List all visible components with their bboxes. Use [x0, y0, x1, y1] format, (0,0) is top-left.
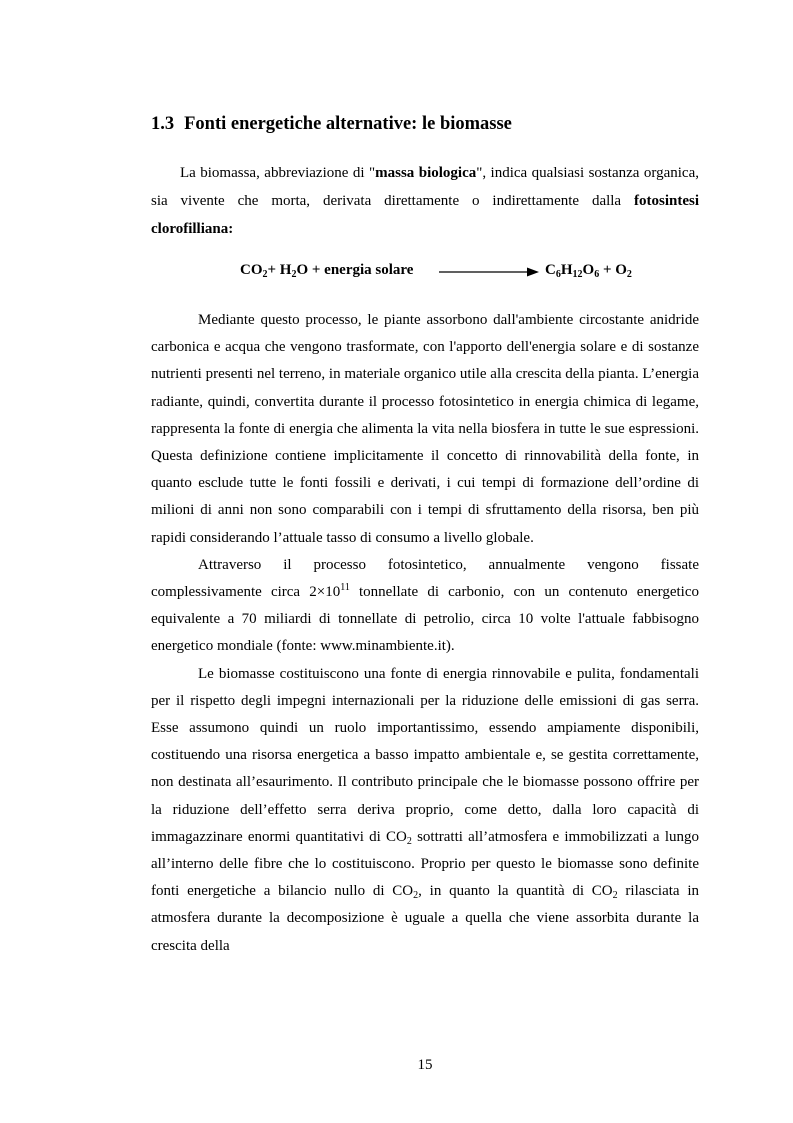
- intro-text-2: ", indica qualsiasi sostanza organica, sia vivente che morta, derivata direttamente o indirettamente dalla: [151, 165, 699, 209]
- section-title: Fonti energetiche alternative: le biomasse: [184, 114, 512, 134]
- body-text: [151, 307, 699, 960]
- page-number: 15: [417, 1057, 433, 1073]
- paragraph-carbon-fixation: Attraverso il processo fotosintetico, annualmente vengono fissate complessivamente circa $2\times 10^{11}$ tonnellate di carbonio, con un contenuto energetico equivalente a 70 miliardi di tonnellate di petrolio, circa 10 volte l'attuale fabbisogno energetico mondiale (fonte: www.minambiente.it).: [151, 556, 699, 655]
- equation-reactants: $CO_2+ H_2O$ + energia solare: [240, 262, 414, 280]
- section-heading: [151, 114, 512, 135]
- intro-text-1: La biomassa, abbreviazione di ": [180, 165, 376, 181]
- section-number: 1.3: [151, 114, 175, 134]
- paragraph-renewable: Le biomasse costituiscono una fonte di energia rinnovabile e pulita, fondamentali per il rispetto degli impegni internazionali per la riduzione delle emissioni di gas serra. Esse assumono quindi un ruolo importantissimo, essendo ampiamente disponibili, costituendo una risorsa energetica a basso impatto ambientale e, se gestita correttamente, non destinata all’esaurimento. Il contributo principale che le biomasse possono offrire per la riduzione dell’effetto serra deriva proprio, come detto, dalla loro capacità di immagazzinare enormi quantitativi di $CO_2$ sottratti all’atmosfera e immobilizzati a lungo all’interno delle fibre che lo costituiscono. Proprio per questo le biomasse sono definite fonti energetiche a bilancio nullo di $CO_2$, in quanto la quantità di $CO_2$ rilasciata in atmosfera durante la decomposizione è uguale a quella che viene assorbita durante la crescita della: [151, 665, 699, 954]
- document-page: [151, 0, 699, 1123]
- reaction-arrow-icon: [439, 266, 539, 278]
- intro-bold-term: massa biologica: [375, 165, 477, 181]
- intro-bold-term-2: fotosintesi clorofilliana:: [151, 193, 699, 237]
- equation-products: $C_6H_{12}O_6 + O_2$: [545, 262, 632, 280]
- paragraph-process: Mediante questo processo, le piante assorbono dall'ambiente circostante anidride carbonica e acqua che vengono trasformate, con l'apporto dell'energia solare e di sostanze nutrienti presenti nel terreno, in materiale organico utile alla crescita della pianta. L’energia radiante, quindi, convertita durante il processo fotosintetico in energia chimica di legame, rappresenta la fonte di energia che alimenta la vita nella biosfera in tutte le sue espressioni. Questa definizione contiene implicitamente il concetto di rinnovabilità della fonte, in quanto esclude tutte le fonti fossili e derivati, i cui tempi di formazione dell’ordine di milioni di anni non sono comparabili con i tempi di sfruttamento della risorsa, ben più rapidi considerando l’attuale tasso di consumo a livello globale.: [151, 312, 699, 546]
- intro-paragraph: [151, 159, 699, 243]
